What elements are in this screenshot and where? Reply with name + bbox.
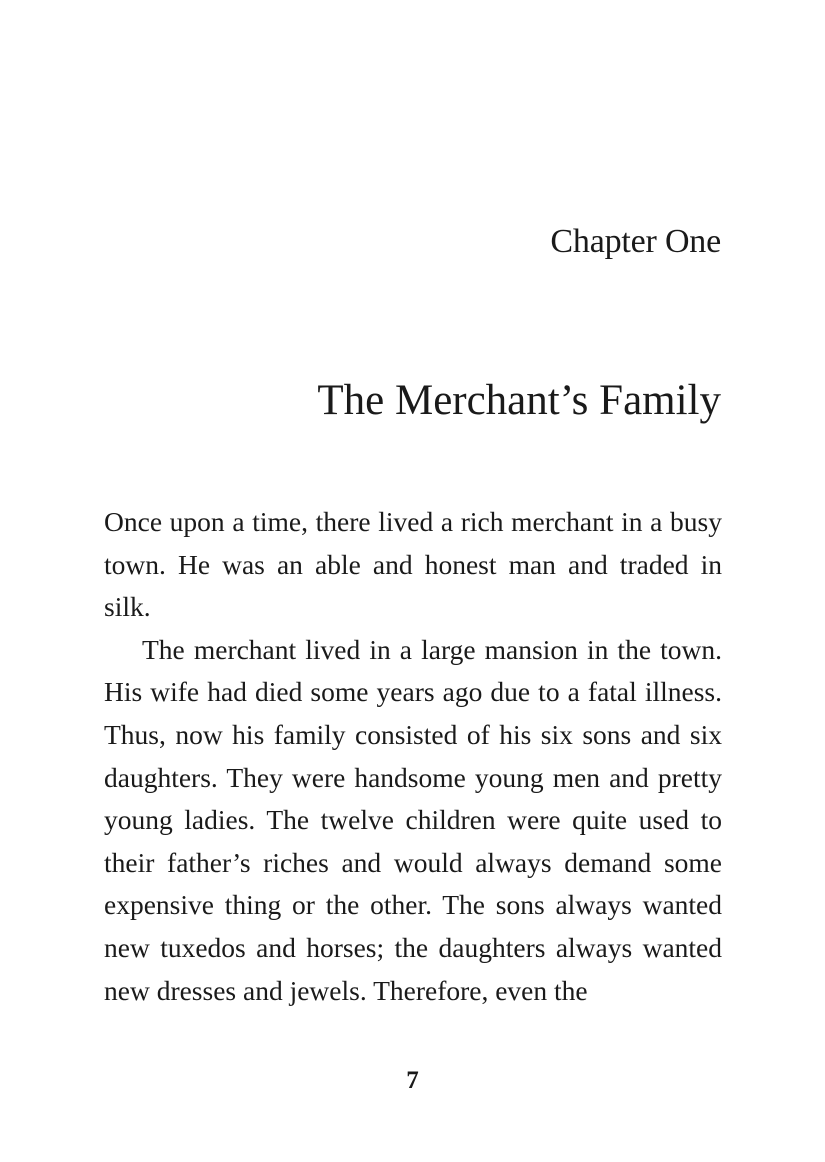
paragraph-1: Once upon a time, there lived a rich merchant in a busy town. He was an able and honest man and traded in silk. (104, 506, 722, 623)
body-text (104, 501, 722, 1012)
page-number: 7 (406, 1067, 419, 1094)
paragraph-2: The merchant lived in a large mansion in the town. His wife had died some years ago due to a fatal illness. Thus, now his family consisted of his six sons and six daughters. They were handsome young men and pretty young ladies. The twelve children were quite used to their father’s riches and would always demand some expensive thing or the other. The sons always wanted new tuxedos and horses; the daughters always wanted new dresses and jewels. Therefore, even the (104, 633, 722, 1006)
chapter-label: Chapter One (550, 223, 721, 260)
chapter-title: The Merchant’s Family (317, 377, 721, 424)
